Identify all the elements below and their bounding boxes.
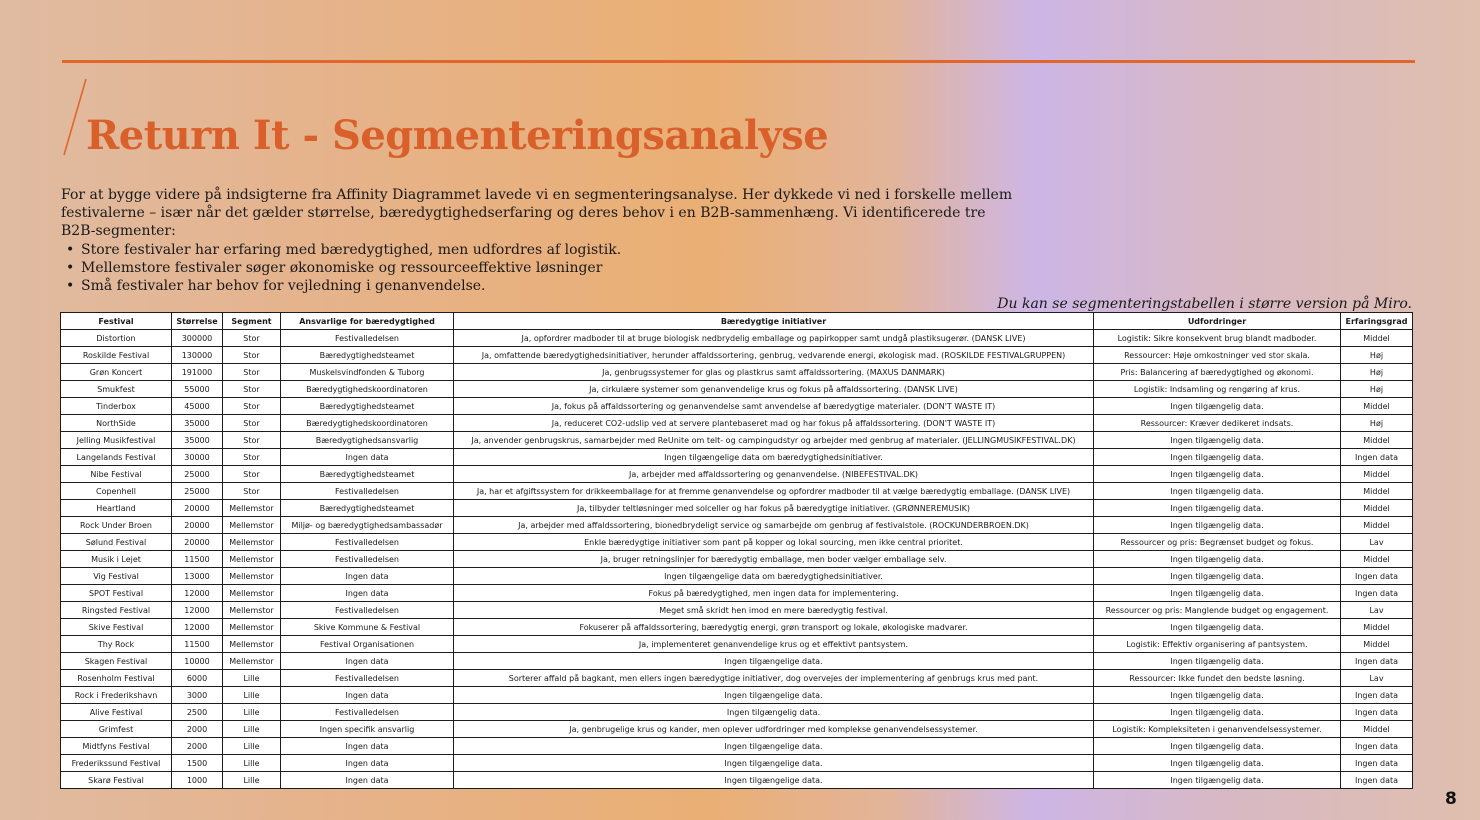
cell-challenges: Ingen tilgængelig data.: [1094, 772, 1341, 789]
cell-responsible: Miljø- og bæredygtighedsambassadør: [281, 517, 454, 534]
cell-size: 35000: [172, 415, 223, 432]
cell-initiatives: Ingen tilgængelige data om bæredygtighedsinitiativer.: [454, 449, 1094, 466]
cell-initiatives: Ingen tilgængelige data.: [454, 738, 1094, 755]
cell-segment: Lille: [223, 755, 281, 772]
cell-initiatives: Ingen tilgængelige data.: [454, 687, 1094, 704]
cell-initiatives: Ja, genbrugelige krus og kander, men oplever udfordringer med komplekse genanvendelsessystemer.: [454, 721, 1094, 738]
cell-responsible: Festivalledelsen: [281, 330, 454, 347]
cell-size: 12000: [172, 585, 223, 602]
cell-initiatives: Ja, arbejder med affaldssortering, bionedbrydeligt service og samarbejde om genbrug af festivalstole. (ROCKUNDERBROEN.DK): [454, 517, 1094, 534]
table-row: [61, 500, 1413, 517]
table-row: [61, 398, 1413, 415]
cell-size: 13000: [172, 568, 223, 585]
bullet-large-festivals: • Store festivaler har erfaring med bæredygtighed, men udfordres af logistik.: [61, 241, 621, 259]
cell-challenges: Ingen tilgængelig data.: [1094, 483, 1341, 500]
table-row: [61, 704, 1413, 721]
cell-size: 11500: [172, 636, 223, 653]
cell-festival: Rosenholm Festival: [61, 670, 172, 687]
cell-festival: Langelands Festival: [61, 449, 172, 466]
cell-festival: SPOT Festival: [61, 585, 172, 602]
cell-size: 25000: [172, 466, 223, 483]
cell-festival: Skagen Festival: [61, 653, 172, 670]
cell-challenges: Ingen tilgængelig data.: [1094, 568, 1341, 585]
table-row: [61, 347, 1413, 364]
cell-segment: Mellemstor: [223, 551, 281, 568]
table-row: [61, 568, 1413, 585]
cell-responsible: Bæredygtighedsteamet: [281, 398, 454, 415]
cell-experience: Ingen data: [1341, 568, 1413, 585]
cell-size: 20000: [172, 517, 223, 534]
cell-size: 2000: [172, 721, 223, 738]
cell-segment: Mellemstor: [223, 653, 281, 670]
cell-challenges: Logistik: Kompleksiteten i genanvendelsessystemer.: [1094, 721, 1341, 738]
table-row: [61, 721, 1413, 738]
cell-challenges: Ingen tilgængelig data.: [1094, 551, 1341, 568]
cell-segment: Stor: [223, 432, 281, 449]
cell-experience: Middel: [1341, 500, 1413, 517]
cell-experience: Høj: [1341, 415, 1413, 432]
cell-initiatives: Ja, cirkulære systemer som genanvendelige krus og fokus på affaldssortering. (DANSK LIVE): [454, 381, 1094, 398]
cell-responsible: Festivalledelsen: [281, 670, 454, 687]
cell-challenges: Ingen tilgængelig data.: [1094, 704, 1341, 721]
cell-segment: Stor: [223, 347, 281, 364]
cell-responsible: Bæredygtighedsansvarlig: [281, 432, 454, 449]
cell-segment: Stor: [223, 330, 281, 347]
cell-festival: Rock Under Broen: [61, 517, 172, 534]
cell-size: 20000: [172, 500, 223, 517]
cell-responsible: Festival Organisationen: [281, 636, 454, 653]
cell-size: 191000: [172, 364, 223, 381]
cell-segment: Lille: [223, 721, 281, 738]
header-experience: Erfaringsgrad: [1341, 313, 1413, 330]
cell-responsible: Bæredygtighedskoordinatoren: [281, 381, 454, 398]
table-row: [61, 602, 1413, 619]
cell-challenges: Ingen tilgængelig data.: [1094, 449, 1341, 466]
cell-challenges: Ressourcer: Høje omkostninger ved stor skala.: [1094, 347, 1341, 364]
cell-size: 11500: [172, 551, 223, 568]
cell-experience: Middel: [1341, 619, 1413, 636]
cell-segment: Stor: [223, 483, 281, 500]
table-row: [61, 687, 1413, 704]
cell-challenges: Ingen tilgængelig data.: [1094, 619, 1341, 636]
table-row: [61, 449, 1413, 466]
cell-segment: Mellemstor: [223, 534, 281, 551]
cell-festival: Heartland: [61, 500, 172, 517]
title-slash-decoration: [62, 78, 88, 156]
cell-size: 12000: [172, 602, 223, 619]
cell-initiatives: Enkle bæredygtige initiativer som pant på kopper og lokal sourcing, men ikke central prioritet.: [454, 534, 1094, 551]
cell-festival: Rock i Frederikshavn: [61, 687, 172, 704]
table-row: [61, 381, 1413, 398]
cell-challenges: Logistik: Effektiv organisering af pantsystem.: [1094, 636, 1341, 653]
top-divider: [62, 60, 1415, 63]
cell-experience: Middel: [1341, 483, 1413, 500]
cell-challenges: Ingen tilgængelig data.: [1094, 738, 1341, 755]
cell-festival: Roskilde Festival: [61, 347, 172, 364]
cell-initiatives: Ja, arbejder med affaldssortering og genanvendelse. (NIBEFESTIVAL.DK): [454, 466, 1094, 483]
cell-experience: Middel: [1341, 636, 1413, 653]
cell-experience: Høj: [1341, 347, 1413, 364]
cell-segment: Mellemstor: [223, 602, 281, 619]
cell-experience: Ingen data: [1341, 772, 1413, 789]
cell-initiatives: Fokus på bæredygtighed, men ingen data for implementering.: [454, 585, 1094, 602]
cell-experience: Middel: [1341, 330, 1413, 347]
cell-challenges: Ingen tilgængelig data.: [1094, 500, 1341, 517]
cell-initiatives: Ingen tilgængelige data om bæredygtighedsinitiativer.: [454, 568, 1094, 585]
cell-initiatives: Ingen tilgængelig data.: [454, 704, 1094, 721]
cell-responsible: Ingen data: [281, 687, 454, 704]
cell-festival: Frederikssund Festival: [61, 755, 172, 772]
cell-challenges: Logistik: Indsamling og rengøring af krus.: [1094, 381, 1341, 398]
cell-challenges: Ingen tilgængelig data.: [1094, 653, 1341, 670]
cell-experience: Ingen data: [1341, 687, 1413, 704]
cell-size: 12000: [172, 619, 223, 636]
cell-festival: Skive Festival: [61, 619, 172, 636]
cell-festival: Musik i Lejet: [61, 551, 172, 568]
bullet-small-festivals: • Små festivaler har behov for vejledning i genanvendelse.: [61, 277, 621, 295]
cell-festival: Grimfest: [61, 721, 172, 738]
cell-responsible: Festivalledelsen: [281, 534, 454, 551]
cell-size: 300000: [172, 330, 223, 347]
table-row: [61, 551, 1413, 568]
cell-festival: Thy Rock: [61, 636, 172, 653]
cell-experience: Ingen data: [1341, 653, 1413, 670]
table-row: [61, 636, 1413, 653]
miro-note: Du kan se segmenteringstabellen i større version på Miro.: [997, 296, 1412, 312]
cell-responsible: Bæredygtighedsteamet: [281, 500, 454, 517]
cell-segment: Stor: [223, 364, 281, 381]
cell-experience: Lav: [1341, 670, 1413, 687]
cell-experience: Middel: [1341, 551, 1413, 568]
cell-challenges: Ressourcer: Kræver dedikeret indsats.: [1094, 415, 1341, 432]
cell-size: 10000: [172, 653, 223, 670]
header-challenges: Udfordringer: [1094, 313, 1341, 330]
table-row: [61, 483, 1413, 500]
cell-segment: Lille: [223, 738, 281, 755]
cell-challenges: Ingen tilgængelig data.: [1094, 398, 1341, 415]
table-row: [61, 432, 1413, 449]
cell-festival: Jelling Musikfestival: [61, 432, 172, 449]
cell-responsible: Ingen specifik ansvarlig: [281, 721, 454, 738]
cell-festival: Alive Festival: [61, 704, 172, 721]
cell-segment: Mellemstor: [223, 517, 281, 534]
cell-challenges: Ingen tilgængelig data.: [1094, 466, 1341, 483]
cell-challenges: Ingen tilgængelig data.: [1094, 517, 1341, 534]
cell-experience: Ingen data: [1341, 738, 1413, 755]
cell-segment: Lille: [223, 772, 281, 789]
cell-size: 3000: [172, 687, 223, 704]
cell-initiatives: Ja, anvender genbrugskrus, samarbejder med ReUnite om telt- og campingudstyr og arbejder med genbrug af materialer. (JELLINGMUSIKFESTIVAL.DK): [454, 432, 1094, 449]
cell-responsible: Festivalledelsen: [281, 551, 454, 568]
cell-experience: Høj: [1341, 364, 1413, 381]
header-festival: Festival: [61, 313, 172, 330]
cell-responsible: Ingen data: [281, 772, 454, 789]
table-row: [61, 517, 1413, 534]
cell-responsible: Festivalledelsen: [281, 602, 454, 619]
cell-festival: Smukfest: [61, 381, 172, 398]
cell-challenges: Ingen tilgængelig data.: [1094, 687, 1341, 704]
cell-responsible: Ingen data: [281, 755, 454, 772]
cell-responsible: Ingen data: [281, 449, 454, 466]
cell-responsible: Bæredygtighedsteamet: [281, 347, 454, 364]
cell-segment: Mellemstor: [223, 585, 281, 602]
cell-initiatives: Ingen tilgængelige data.: [454, 653, 1094, 670]
cell-festival: Copenhell: [61, 483, 172, 500]
cell-experience: Middel: [1341, 721, 1413, 738]
cell-responsible: Festivalledelsen: [281, 483, 454, 500]
table-row: [61, 670, 1413, 687]
cell-festival: Tinderbox: [61, 398, 172, 415]
header-segment: Segment: [223, 313, 281, 330]
cell-initiatives: Ja, opfordrer madboder til at bruge biologisk nedbrydelig emballage og papirkopper samt undgå plastiksugerør. (DANSK LIVE): [454, 330, 1094, 347]
cell-experience: Middel: [1341, 398, 1413, 415]
cell-responsible: Ingen data: [281, 585, 454, 602]
cell-segment: Stor: [223, 415, 281, 432]
cell-segment: Mellemstor: [223, 619, 281, 636]
cell-festival: Grøn Koncert: [61, 364, 172, 381]
cell-responsible: Ingen data: [281, 738, 454, 755]
table-row: [61, 619, 1413, 636]
cell-size: 130000: [172, 347, 223, 364]
cell-responsible: Bæredygtighedsteamet: [281, 466, 454, 483]
cell-experience: Ingen data: [1341, 585, 1413, 602]
cell-festival: Sølund Festival: [61, 534, 172, 551]
cell-responsible: Bæredygtighedskoordinatoren: [281, 415, 454, 432]
cell-challenges: Logistik: Sikre konsekvent brug blandt madboder.: [1094, 330, 1341, 347]
cell-size: 20000: [172, 534, 223, 551]
cell-size: 35000: [172, 432, 223, 449]
header-initiatives: Bæredygtige initiativer: [454, 313, 1094, 330]
cell-size: 6000: [172, 670, 223, 687]
cell-initiatives: Ja, tilbyder teltløsninger med solceller og har fokus på bæredygtige initiativer. (GRØNNEREMUSIK): [454, 500, 1094, 517]
table-row: [61, 738, 1413, 755]
cell-size: 1500: [172, 755, 223, 772]
cell-experience: Høj: [1341, 381, 1413, 398]
cell-initiatives: Ja, genbrugssystemer for glas og plastkrus samt affaldssortering. (MAXUS DANMARK): [454, 364, 1094, 381]
cell-segment: Lille: [223, 687, 281, 704]
intro-paragraph: For at bygge videre på indsigterne fra Affinity Diagrammet lavede vi en segmenteringsanalyse. Her dykkede vi ned i forskelle mellem festivalerne – især når det gælder størrelse, bæredygtighedserfaring og deres behov i en B2B-sammenhæng. Vi identificerede tre B2B-segmenter:: [61, 187, 1013, 239]
table-row: [61, 364, 1413, 381]
cell-size: 2500: [172, 704, 223, 721]
table-row: [61, 653, 1413, 670]
cell-challenges: Ingen tilgængelig data.: [1094, 432, 1341, 449]
segment-bullet-list: [61, 241, 621, 295]
cell-size: 55000: [172, 381, 223, 398]
cell-segment: Stor: [223, 466, 281, 483]
cell-segment: Stor: [223, 381, 281, 398]
table-row: [61, 330, 1413, 347]
cell-experience: Ingen data: [1341, 449, 1413, 466]
cell-initiatives: Ja, omfattende bæredygtighedsinitiativer, herunder affaldssortering, genbrug, vedvarende energi, økologisk mad. (ROSKILDE FESTIVALGRUPPEN): [454, 347, 1094, 364]
page-title: Return It - Segmenteringsanalyse: [86, 112, 829, 159]
cell-segment: Mellemstor: [223, 568, 281, 585]
header-size: Størrelse: [172, 313, 223, 330]
cell-initiatives: Ingen tilgængelige data.: [454, 755, 1094, 772]
cell-size: 45000: [172, 398, 223, 415]
cell-festival: Skarø Festival: [61, 772, 172, 789]
cell-responsible: Muskelsvindfonden & Tuborg: [281, 364, 454, 381]
cell-experience: Middel: [1341, 517, 1413, 534]
cell-initiatives: Ja, har et afgiftssystem for drikkeemballage for at fremme genanvendelse og opfordrer madboder til at vælge bæredygtig emballage. (DANSK LIVE): [454, 483, 1094, 500]
cell-challenges: Ressourcer og pris: Begrænset budget og fokus.: [1094, 534, 1341, 551]
table-row: [61, 772, 1413, 789]
cell-challenges: Ressourcer og pris: Manglende budget og engagement.: [1094, 602, 1341, 619]
cell-challenges: Ingen tilgængelig data.: [1094, 755, 1341, 772]
cell-segment: Mellemstor: [223, 500, 281, 517]
table-header-row: [61, 313, 1413, 330]
cell-festival: Nibe Festival: [61, 466, 172, 483]
cell-festival: Ringsted Festival: [61, 602, 172, 619]
cell-segment: Stor: [223, 398, 281, 415]
cell-experience: Lav: [1341, 534, 1413, 551]
table-row: [61, 466, 1413, 483]
table-row: [61, 755, 1413, 772]
cell-size: 30000: [172, 449, 223, 466]
cell-festival: Distortion: [61, 330, 172, 347]
header-responsible: Ansvarlige for bæredygtighed: [281, 313, 454, 330]
cell-size: 25000: [172, 483, 223, 500]
cell-segment: Mellemstor: [223, 636, 281, 653]
cell-segment: Lille: [223, 704, 281, 721]
cell-responsible: Ingen data: [281, 653, 454, 670]
cell-segment: Lille: [223, 670, 281, 687]
table-row: [61, 585, 1413, 602]
page-number: 8: [1445, 789, 1457, 809]
cell-festival: Midtfyns Festival: [61, 738, 172, 755]
cell-experience: Ingen data: [1341, 704, 1413, 721]
cell-initiatives: Ja, fokus på affaldssortering og genanvendelse samt anvendelse af bæredygtige materialer. (DON'T WASTE IT): [454, 398, 1094, 415]
cell-responsible: Festivalledelsen: [281, 704, 454, 721]
cell-initiatives: Ja, implementeret genanvendelige krus og et effektivt pantsystem.: [454, 636, 1094, 653]
cell-initiatives: Ingen tilgængelige data.: [454, 772, 1094, 789]
cell-festival: Vig Festival: [61, 568, 172, 585]
cell-challenges: Pris: Balancering af bæredygtighed og økonomi.: [1094, 364, 1341, 381]
cell-initiatives: Fokuserer på affaldssortering, bæredygtig energi, grøn transport og lokale, økologiske madvarer.: [454, 619, 1094, 636]
cell-size: 2000: [172, 738, 223, 755]
cell-challenges: Ingen tilgængelig data.: [1094, 585, 1341, 602]
cell-initiatives: Meget små skridt hen imod en mere bæredygtig festival.: [454, 602, 1094, 619]
table-body: [61, 330, 1413, 789]
cell-experience: Lav: [1341, 602, 1413, 619]
cell-experience: Middel: [1341, 466, 1413, 483]
cell-initiatives: Ja, reduceret CO2-udslip ved at servere plantebaseret mad og har fokus på affaldssortering. (DON'T WASTE IT): [454, 415, 1094, 432]
cell-experience: Ingen data: [1341, 755, 1413, 772]
table-row: [61, 534, 1413, 551]
cell-experience: Middel: [1341, 432, 1413, 449]
cell-size: 1000: [172, 772, 223, 789]
segmentation-table: [60, 312, 1413, 789]
cell-responsible: Ingen data: [281, 568, 454, 585]
table-row: [61, 415, 1413, 432]
cell-festival: NorthSide: [61, 415, 172, 432]
cell-responsible: Skive Kommune & Festival: [281, 619, 454, 636]
cell-initiatives: Sorterer affald på bagkant, men ellers ingen bæredygtige initiativer, dog overvejes der implementering af genbrugs krus med pant.: [454, 670, 1094, 687]
bullet-medium-festivals: • Mellemstore festivaler søger økonomiske og ressourceeffektive løsninger: [61, 259, 621, 277]
cell-segment: Stor: [223, 449, 281, 466]
cell-challenges: Ressourcer: Ikke fundet den bedste løsning.: [1094, 670, 1341, 687]
cell-initiatives: Ja, bruger retningslinjer for bæredygtig emballage, men boder vælger emballage selv.: [454, 551, 1094, 568]
